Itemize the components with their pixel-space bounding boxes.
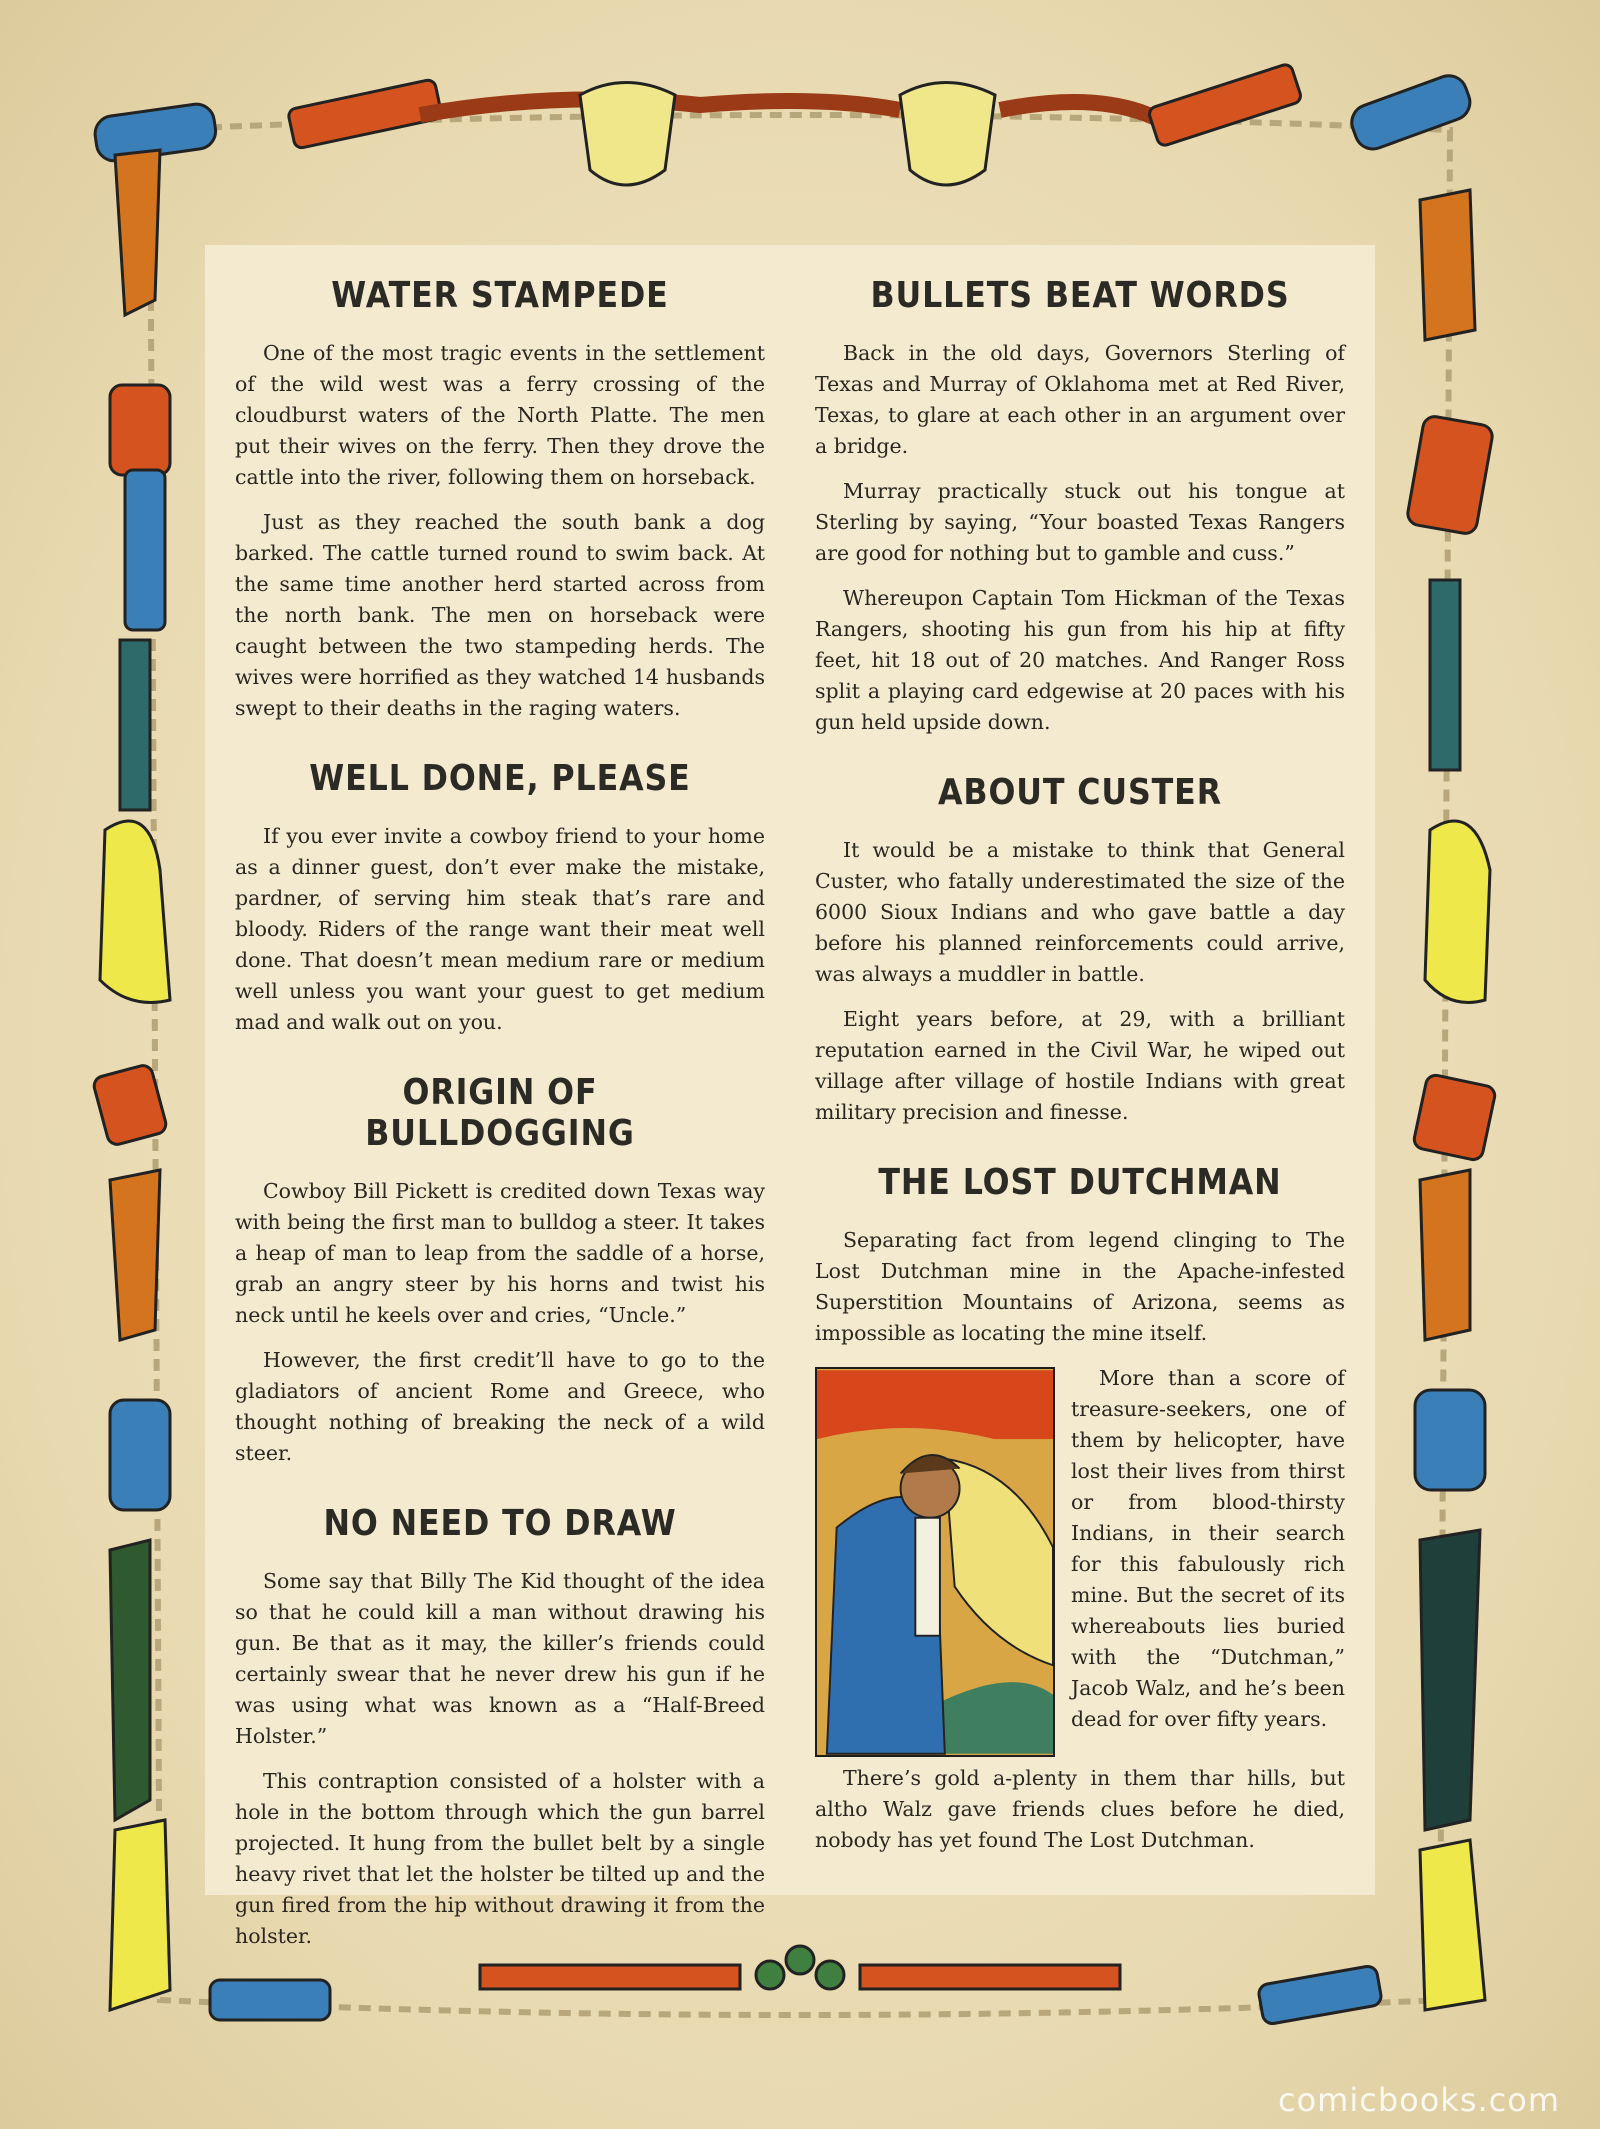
article-paragraph: Some say that Billy The Kid thought of the idea so that he could kill a man without drawing his gun. Be that as it may, the killer’s friends could certainly swear that he never drew his gun if he was using what was known as a “Half-Breed Holster.”: [235, 1569, 765, 1748]
hat-icon: [1412, 1073, 1496, 1161]
article-paragraph: Just as they reached the south bank a dog barked. The cattle turned round to swim back. At the same time another herd started across from the north bank. The men on horseback were caught between the two stampeding herds. The wives were horrified as they watched 14 husbands swept to their deaths in the raging waters.: [235, 510, 765, 720]
horse-head-icon: [110, 1170, 160, 1340]
article-paragraph: If you ever invite a cowboy friend to your home as a dinner guest, don’t ever make the mistake, pardner, of serving him steak that’s rare and bloody. Riders of the range want their meat well done. That doesn’t mean medium rare or medium well unless you want your guest to get medium mad and walk out on you.: [235, 824, 765, 1034]
article-paragraph: One of the most tragic events in the settlement of the wild west was a ferry crossing of the cloudburst waters of the North Platte. The men put their wives on the ferry. Then they drove the cattle into the river, following them on horseback.: [235, 341, 765, 489]
article-paragraph: Whereupon Captain Tom Hickman of the Texas Rangers, shooting his gun from his hip at fifty feet, hit 18 out of 20 matches. And Ranger Ross split a playing card edgewise at 20 paces with his gun held upside down.: [815, 586, 1345, 734]
cowboy-boot-icon: [1420, 1840, 1485, 2010]
text-panel: [205, 245, 1375, 1948]
article-paragraph: Cowboy Bill Pickett is credited down Texas way with being the first man to bulldog a steer. It takes a heap of man to leap from the saddle of a horse, grab an angry steer by his horns and twist his neck until he keels over and cries, “Uncle.”: [235, 1179, 765, 1327]
article-paragraph: It would be a mistake to think that General Custer, who fatally underestimated the size of the 6000 Sioux Indians and who gave battle a day before his planned reinforcements could arrive, was always a muddler in battle.: [815, 838, 1345, 986]
horse-head-icon: [115, 150, 160, 315]
article-title: ORIGIN OF BULLDOGGING: [365, 1072, 635, 1154]
article-title: THE LOST DUTCHMAN: [878, 1162, 1282, 1203]
article-paragraph: There’s gold a-plenty in them thar hills, but altho Walz gave friends clues before he died, nobody has yet found The Lost Dutchman.: [815, 1766, 1345, 1852]
spur-icon: [1430, 580, 1460, 770]
article-title: BULLETS BEAT WORDS: [870, 275, 1290, 316]
spur-icon: [120, 640, 150, 810]
saddle-icon: [110, 385, 170, 475]
top-border-items: [93, 63, 1475, 185]
article-paragraph: Separating fact from legend clinging to The Lost Dutchman mine in the Apache-infested Superstition Mountains of Arizona, seems as impossible as locating the mine itself.: [815, 1228, 1345, 1345]
right-border-items: [1406, 190, 1497, 2010]
steer-skull-icon: [900, 83, 995, 186]
article-origin-of-bulldogging: [235, 1072, 765, 1469]
horse-head-icon: [1420, 190, 1475, 340]
article-bullets-beat-words: [815, 275, 1345, 738]
cowboy-boot-icon: [110, 1820, 170, 2010]
article-title: WATER STAMPEDE: [331, 275, 669, 316]
article-paragraph: More than a score of treasure-seekers, one of them by helicopter, have lost their lives from thirst or from blood-thirsty Indians, in their search for this fabulously rich mine. But the secret of its whereabouts lies buried with the “Dutchman,” Jacob Walz, and he’s been dead for over fifty years.: [1071, 1366, 1345, 1731]
pistol-icon: [1257, 1965, 1382, 2025]
pistol-icon: [210, 1980, 330, 2020]
article-title: NO NEED TO DRAW: [323, 1503, 677, 1544]
article-paragraph: Back in the old days, Governors Sterling of Texas and Murray of Oklahoma met at Red River, Texas, to glare at each other in an argument over a bridge.: [815, 341, 1345, 458]
article-title: ABOUT CUSTER: [938, 772, 1222, 813]
pistol-icon: [1415, 1390, 1485, 1490]
left-border-items: [92, 150, 170, 2010]
cactus-icon: [1420, 1530, 1480, 1830]
prospector-illustration: [815, 1367, 1055, 1757]
pistol-icon: [110, 1400, 170, 1510]
rifle-icon: [860, 1965, 1120, 1989]
article-paragraph: Eight years before, at 29, with a brilliant reputation earned in the Civil War, he wiped out village after village of hostile Indians with great military precision and finesse.: [815, 1007, 1345, 1124]
article-paragraph: This contraption consisted of a holster with a hole in the bottom through which the gun barrel projected. It hung from the bullet belt by a single heavy rivet that let the holster be tilted up and the gun fired from the hip without drawing it from the holster.: [235, 1769, 765, 1948]
hat-icon: [1406, 415, 1494, 535]
chaps-icon: [1425, 821, 1490, 1003]
site-watermark: comicbooks.com: [1277, 2081, 1560, 2119]
article-no-need-to-draw: [235, 1503, 765, 1952]
hat-icon: [92, 1063, 168, 1146]
horse-head-icon: [1420, 1170, 1470, 1340]
article-paragraph: However, the first credit’ll have to go to the gladiators of ancient Rome and Greece, who thought nothing of breaking the neck of a wild steer.: [235, 1348, 765, 1465]
chaps-icon: [100, 821, 170, 1003]
right-column: [815, 275, 1345, 1890]
steer-skull-icon: [580, 83, 675, 186]
cactus-icon: [110, 1540, 150, 1820]
article-about-custer: [815, 772, 1345, 1128]
article-paragraph: Murray practically stuck out his tongue at Sterling by saying, “Your boasted Texas Rangers are good for nothing but to gamble and cuss.”: [815, 479, 1345, 565]
article-title: WELL DONE, PLEASE: [309, 758, 691, 799]
article-the-lost-dutchman: [815, 1162, 1345, 1856]
pistol-icon: [125, 470, 165, 630]
article-water-stampede: [235, 275, 765, 724]
article-well-done-please: [235, 758, 765, 1038]
left-column: [235, 275, 765, 1986]
